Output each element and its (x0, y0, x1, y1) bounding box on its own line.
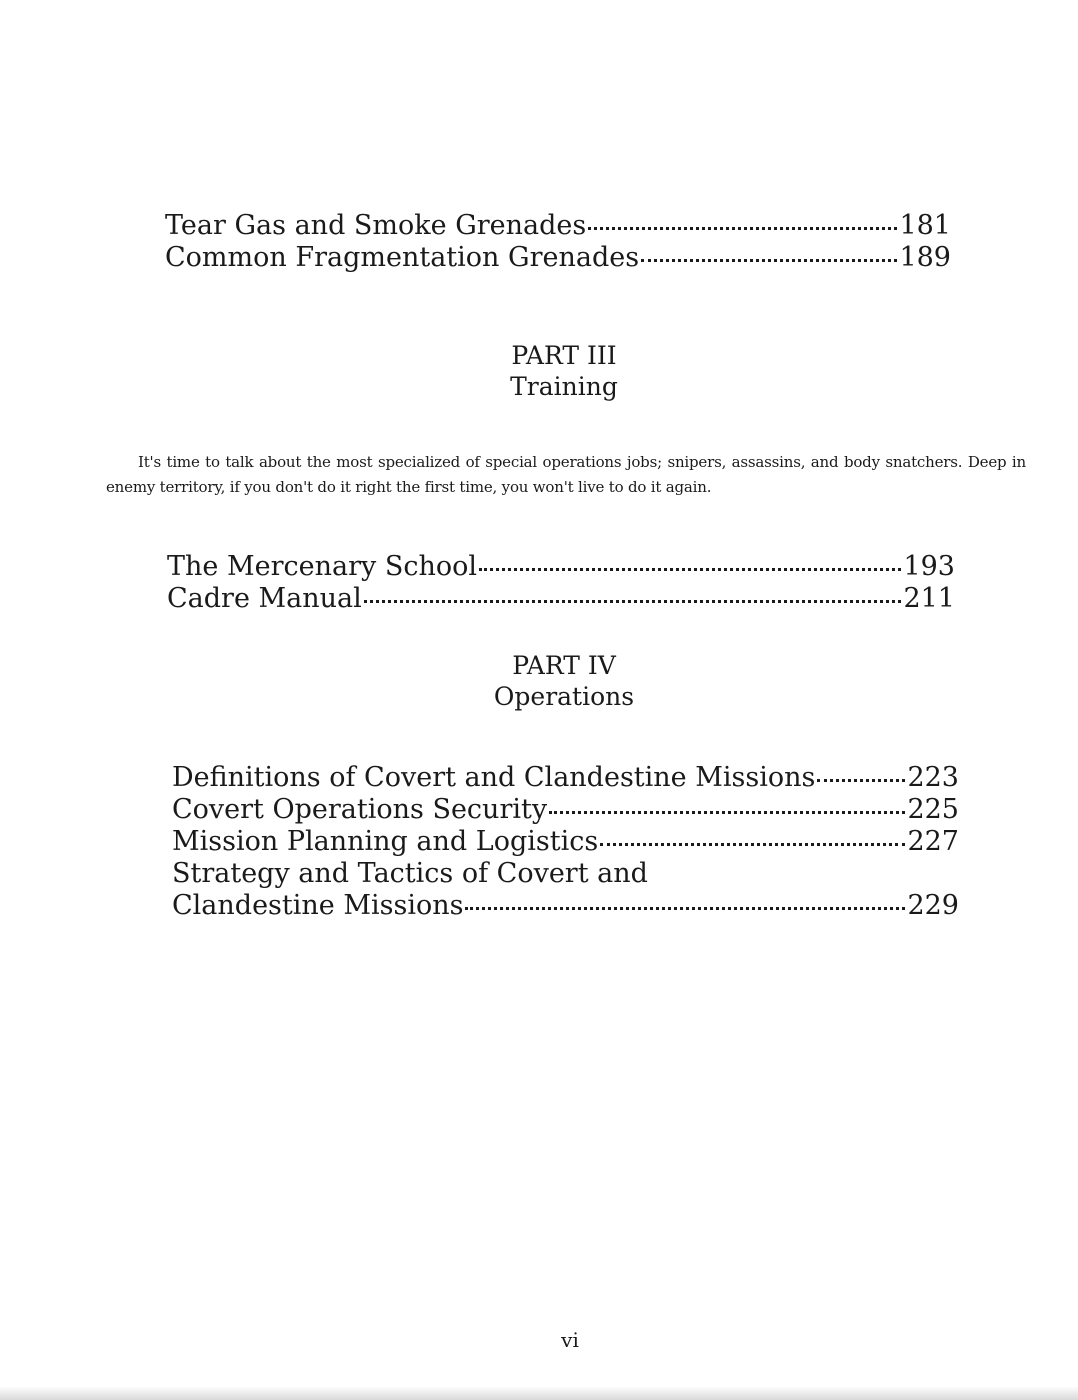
part-label: PART IV (512, 651, 616, 680)
toc-entry-title-line2: Clandestine Missions (172, 890, 464, 921)
toc-entry-page: 225 (907, 794, 959, 825)
scan-edge-shadow (0, 1386, 1078, 1400)
toc-entry-title: Definitions of Covert and Clandestine Missions (172, 762, 816, 793)
part-heading (0, 650, 1078, 712)
toc-entry (172, 890, 959, 922)
toc-entry-title: Tear Gas and Smoke Grenades (165, 210, 587, 241)
page-number: vi (561, 1328, 579, 1352)
toc-entry (165, 210, 951, 242)
toc-entry (172, 762, 959, 794)
toc-entry-page: 181 (899, 210, 951, 241)
toc-entry (165, 242, 951, 274)
toc-entry-title: Cadre Manual (167, 583, 362, 614)
dot-leader (588, 227, 897, 230)
part-intro-paragraph: It's time to talk about the most specialized of special operations jobs; snipers, assassins, and body snatchers. Deep in enemy territory, if you don't do it right the first time, you won't live to do it again. (106, 453, 1026, 496)
toc-entry (167, 551, 955, 583)
dot-leader (817, 779, 905, 782)
toc-entry (167, 583, 955, 615)
toc-entry-page: 193 (903, 551, 955, 582)
dot-leader (465, 907, 905, 910)
toc-entry-page: 229 (907, 890, 959, 921)
dot-leader (364, 600, 902, 603)
dot-leader (479, 568, 901, 571)
dot-leader (641, 259, 897, 262)
toc-entry-page: 223 (907, 762, 959, 793)
toc-entry (172, 826, 959, 858)
toc-entry-page: 227 (907, 826, 959, 857)
toc-entry-title-line1: Strategy and Tactics of Covert and (172, 858, 648, 889)
toc-entry-title: Covert Operations Security (172, 794, 548, 825)
toc-entry-title: The Mercenary School (167, 551, 477, 582)
toc-entry (172, 794, 959, 826)
toc-section-training (167, 551, 955, 615)
dot-leader (600, 843, 905, 846)
part-title: Operations (493, 682, 635, 711)
dot-leader (549, 811, 905, 814)
toc-entry-title: Common Fragmentation Grenades (165, 242, 640, 273)
toc-entry-title: Mission Planning and Logistics (172, 826, 599, 857)
toc-section-operations (172, 762, 959, 922)
toc-entry-page: 211 (903, 583, 955, 614)
toc-entry-page: 189 (899, 242, 951, 273)
toc-section-grenades (165, 210, 951, 274)
part-heading (0, 340, 1078, 402)
part-title: Training (510, 372, 618, 401)
part-label: PART III (511, 341, 617, 370)
